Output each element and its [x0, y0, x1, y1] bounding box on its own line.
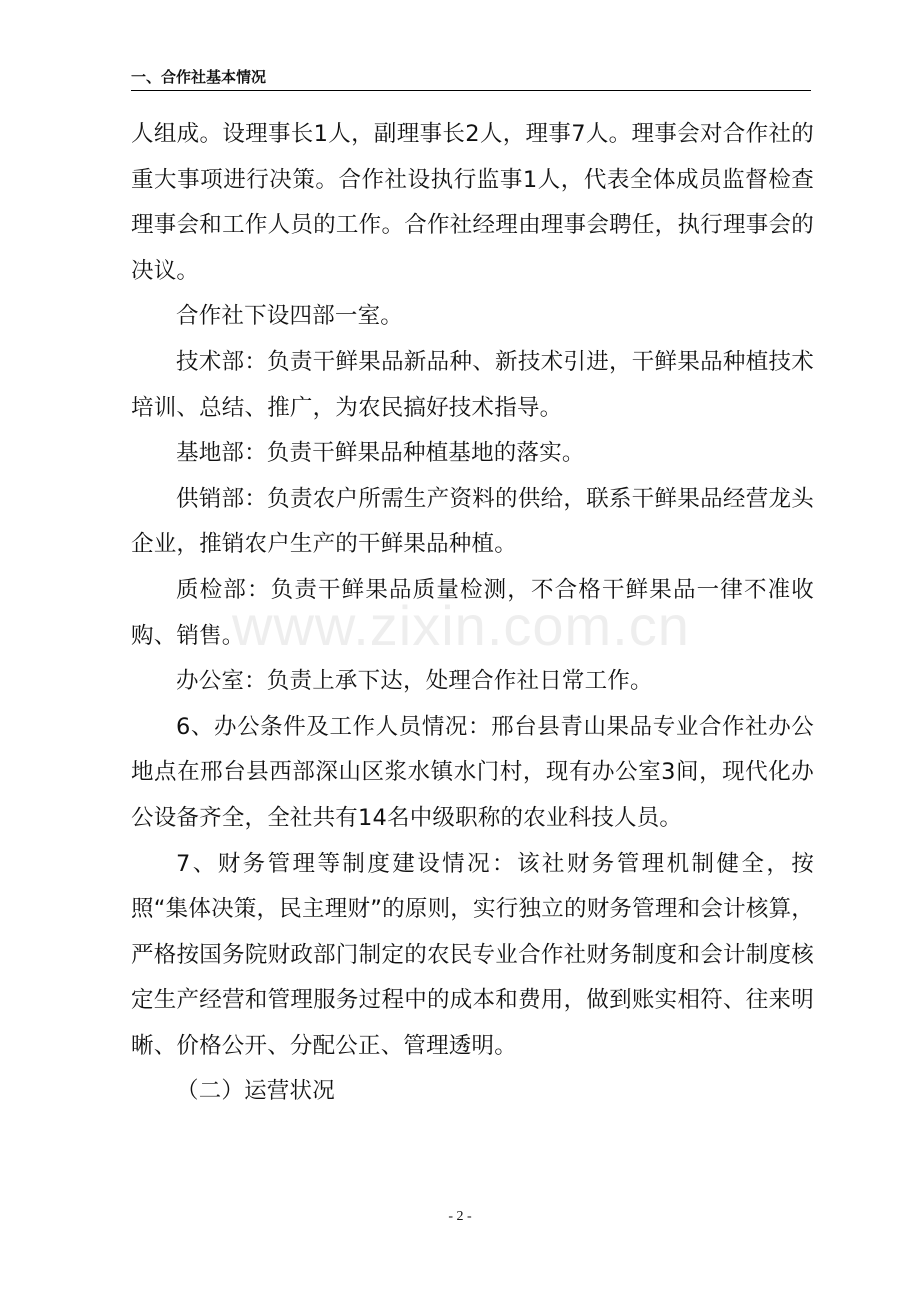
body-text: [131, 112, 814, 1115]
paragraph-base-dept: 基地部：负责干鲜果品种植基地的落实。: [176, 440, 585, 467]
paragraph-finance: 7、财务管理等制度建设情况：该社财务管理机制健全，按照“集体决策，民主理财”的原则，实行独立的财务管理和会计核算，严格按国务院财政部门制定的农民专业合作社财务制度和会计制度核定生产经营和管理服务过程中的成本和费用，做到账实相符、往来明晰、价格公开、分配公正、管理透明。: [131, 850, 814, 1059]
paragraph-departments: 合作社下设四部一室。: [176, 303, 404, 330]
paragraph-office: 办公室：负责上承下达，处理合作社日常工作。: [176, 668, 653, 695]
paragraph-tech-dept: 技术部：负责干鲜果品新品种、新技术引进，干鲜果品种植技术培训、总结、推广，为农民搞好技术指导。: [131, 348, 814, 421]
header-title: 一、合作社基本情况: [131, 68, 267, 86]
paragraph-office-conditions: 6、办公条件及工作人员情况：邢台县青山果品专业合作社办公地点在邢台县西部深山区浆水镇水门村，现有办公室3间，现代化办公设备齐全，全社共有14名中级职称的农业科技人员。: [131, 713, 814, 831]
page-header: [131, 66, 811, 91]
page-number: - 2 -: [448, 1209, 472, 1224]
section-heading-operations: （二）运营状况: [176, 1078, 335, 1105]
paragraph-council: 人组成。设理事长1人，副理事长2人，理事7人。理事会对合作社的重大事项进行决策。合作社设执行监事1人，代表全体成员监督检查理事会和工作人员的工作。合作社经理由理事会聘任，执行理事会的决议。: [131, 121, 814, 284]
watermark: www.zixin.com.cn: [232, 594, 690, 657]
paragraph-qc-dept: 质检部：负责干鲜果品质量检测，不合格干鲜果品一律不准收购、销售。: [131, 576, 814, 649]
paragraph-supply-dept: 供销部：负责农户所需生产资料的供给，联系干鲜果品经营龙头企业，推销农户生产的干鲜果品种植。: [131, 485, 814, 558]
